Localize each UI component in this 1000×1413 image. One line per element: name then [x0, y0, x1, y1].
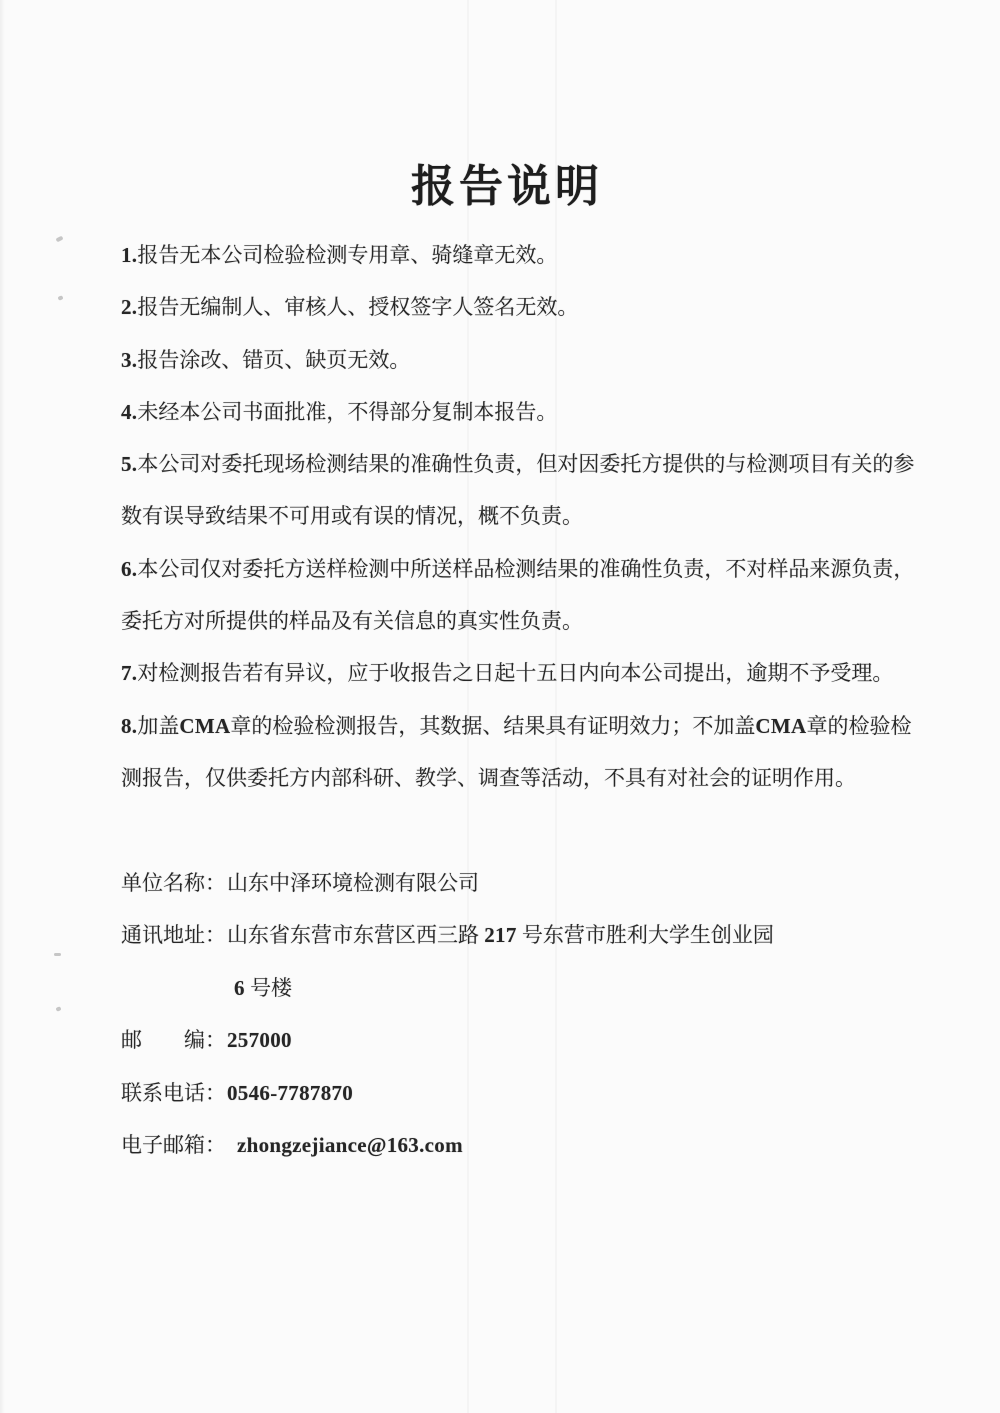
- scan-speck: [57, 295, 63, 301]
- report-notes-list: [121, 229, 921, 804]
- contact-row: [121, 909, 921, 961]
- note-line: 6.本公司仅对委托方送样检测中所送样品检测结果的准确性负责，不对样品来源负责，: [121, 556, 915, 581]
- note-line: 数有误导致结果不可用或有误的情况，概不负责。: [121, 504, 583, 529]
- contact-value: 257000: [227, 1028, 292, 1053]
- contact-label: 邮 编：: [121, 1028, 226, 1053]
- note-line: 4.未经本公司书面批准，不得部分复制本报告。: [121, 399, 558, 424]
- contact-label: 电子邮箱：: [121, 1132, 226, 1157]
- note-line: 2.报告无编制人、审核人、授权签字人签名无效。: [121, 295, 579, 320]
- contact-row: [121, 1067, 921, 1119]
- contact-value: 山东中泽环境检测有限公司: [227, 871, 479, 895]
- contact-row: [121, 1119, 921, 1171]
- contact-label: 单位名称：: [121, 871, 226, 895]
- contact-label: 通讯地址：: [121, 923, 226, 948]
- contact-row: [121, 1014, 921, 1066]
- contact-value: 0546-7787870: [227, 1080, 354, 1105]
- contact-value: zhongzejiance@163.com: [237, 1132, 463, 1157]
- note-line: 委托方对所提供的样品及有关信息的真实性负责。: [121, 609, 583, 634]
- scan-speck: [54, 953, 61, 956]
- note-line: 1.报告无本公司检验检测专用章、骑缝章无效。: [121, 243, 558, 267]
- note-line: 5.本公司对委托现场检测结果的准确性负责，但对因委托方提供的与检测项目有关的参: [121, 452, 915, 477]
- scan-speck: [55, 1006, 61, 1012]
- page-title: 报告说明: [411, 162, 603, 211]
- contact-row: [121, 857, 921, 909]
- contact-value: 山东省东营市东营区西三路 217 号东营市胜利大学生创业园: [227, 923, 774, 948]
- note-line: 测报告，仅供委托方内部科研、教学、调查等活动，不具有对社会的证明作用。: [121, 765, 856, 790]
- contact-info-block: [121, 857, 921, 1171]
- contact-label: 联系电话：: [121, 1080, 226, 1105]
- contact-row: [121, 962, 921, 1014]
- scan-speck: [55, 236, 63, 243]
- contact-value: 6 号楼: [234, 975, 293, 1000]
- note-line: 8.加盖CMA章的检验检测报告，其数据、结果具有证明效力；不加盖CMA章的检验检: [121, 713, 912, 738]
- note-line: 3.报告涂改、错页、缺页无效。: [121, 347, 411, 372]
- note-line: 7.对检测报告若有异议，应于收报告之日起十五日内向本公司提出，逾期不予受理。: [121, 661, 894, 686]
